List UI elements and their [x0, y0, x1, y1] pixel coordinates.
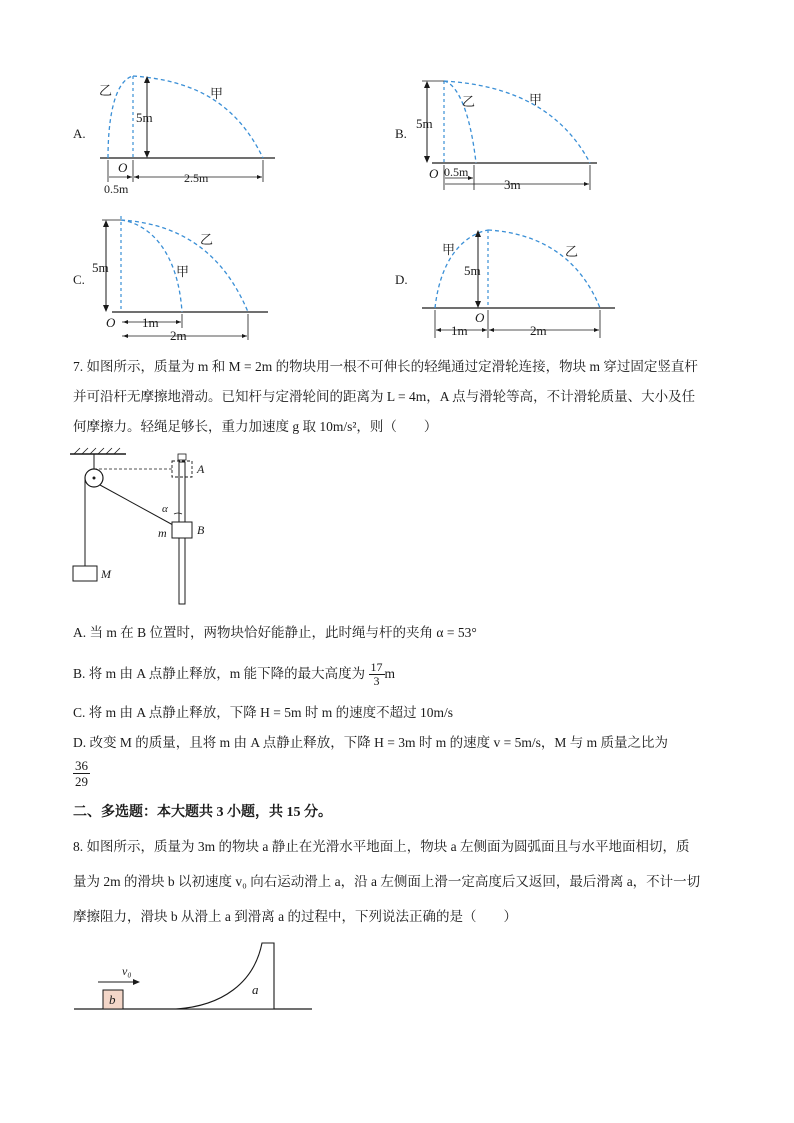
trajectory-jia [121, 220, 182, 312]
height-label: 5m [464, 263, 481, 278]
origin-label: O [118, 160, 128, 175]
figure-q7-pulley [68, 448, 228, 610]
jia-label: 甲 [529, 92, 543, 107]
q7-option-b-unit: m [384, 666, 396, 681]
option-c-label: C. [73, 272, 85, 287]
small-dist-label: 1m [142, 315, 159, 330]
option-d-label: D. [395, 272, 408, 287]
figure-q8-slide [72, 938, 317, 1016]
q8-stem-line3: 摩擦阻力，滑块 b 从滑上 a 到滑离 a 的过程中，下列说法正确的是（ ） [73, 909, 517, 924]
option-b-label: B. [395, 126, 407, 141]
yi-label: 乙 [99, 83, 113, 98]
figure-option-c [90, 212, 275, 343]
label-b: b [109, 992, 116, 1007]
label-B: B [197, 523, 205, 537]
yi-label: 乙 [462, 94, 476, 109]
yi-label: 乙 [200, 232, 214, 247]
section-heading-multiple-choice: 二、多选题：本大题共 3 小题，共 15 分。 [73, 805, 332, 820]
figure-option-a [95, 70, 275, 195]
q7-option-b-text: B. 将 m 由 A 点静止释放，m 能下降的最大高度为 [73, 666, 366, 681]
small-dist-label: 0.5m [444, 165, 469, 179]
jia-label: 甲 [176, 264, 190, 279]
q7-option-a: A. 当 m 在 B 位置时，两物块恰好能静止，此时绳与杆的夹角 α = 53° [73, 625, 477, 640]
q7-option-c: C. 将 m 由 A 点静止释放，下降 H = 5m 时 m 的速度不超过 10m/s [73, 705, 454, 720]
jia-label: 甲 [210, 86, 224, 101]
q8-stem-line1: 8. 如图所示，质量为 3m 的物块 a 静止在光滑水平地面上，物块 a 左侧面为圆弧面且与水平地面相切，质 [73, 839, 690, 854]
right-dist-label: 2.5m [184, 171, 209, 185]
q7-option-d: D. 改变 M 的质量，且将 m 由 A 点静止释放，下降 H = 3m 时 m 的速度 v = 5m/s，M 与 m 质量之比为 [73, 735, 668, 750]
origin-label: O [475, 310, 485, 325]
block-m-at-B [172, 522, 192, 538]
height-label: 5m [136, 110, 153, 125]
big-dist-label: 3m [504, 177, 521, 192]
q7-stem-line3: 何摩擦力。轻绳足够长，重力加速度 g 取 10m/s²，则（ ） [73, 419, 438, 434]
label-A: A [197, 462, 205, 476]
height-label: 5m [416, 116, 433, 131]
right-dist-label: 2m [530, 323, 547, 338]
q7-option-b-fraction: $\frac{17}{3}$ [370, 660, 383, 689]
figure-option-d [420, 218, 620, 340]
q8-stem-line2: 量为 2m 的滑块 b 以初速度 v₀ 向右运动滑上 a，沿 a 左侧面上滑一定高度后又返回，最后滑离 a，不计一切 [73, 874, 701, 889]
block-M [73, 566, 97, 581]
label-alpha: α [162, 503, 168, 515]
left-dist-label: 1m [451, 323, 468, 338]
figure-option-b [412, 70, 602, 198]
q7-stem-line1: 7. 如图所示，质量为 m 和 M = 2m 的物块用一根不可伸长的轻绳通过定滑轮连接，物块 m 穿过固定竖直杆 [73, 359, 698, 374]
trajectory-yi [488, 230, 600, 308]
origin-label: O [429, 166, 439, 181]
label-a: a [252, 982, 259, 997]
label-m: m [158, 526, 167, 540]
yi-label: 乙 [565, 244, 579, 259]
jia-label: 甲 [442, 242, 456, 257]
label-M: M [101, 567, 111, 581]
q7-option-d-fraction: $\frac{36}{29}$ [75, 758, 88, 789]
option-a-label: A. [73, 126, 86, 141]
q7-stem-line2: 并可沿杆无摩擦地滑动。已知杆与定滑轮间的距离为 L = 4m，A 点与滑轮等高，不计滑轮质量、大小及任 [73, 389, 696, 404]
height-label: 5m [92, 260, 109, 275]
left-dist-label: 0.5m [104, 182, 129, 196]
big-dist-label: 2m [170, 328, 187, 343]
label-v0: v₀ [122, 964, 132, 978]
origin-label: O [106, 315, 116, 330]
block-a [176, 943, 274, 1009]
q7-option-b [73, 659, 395, 689]
